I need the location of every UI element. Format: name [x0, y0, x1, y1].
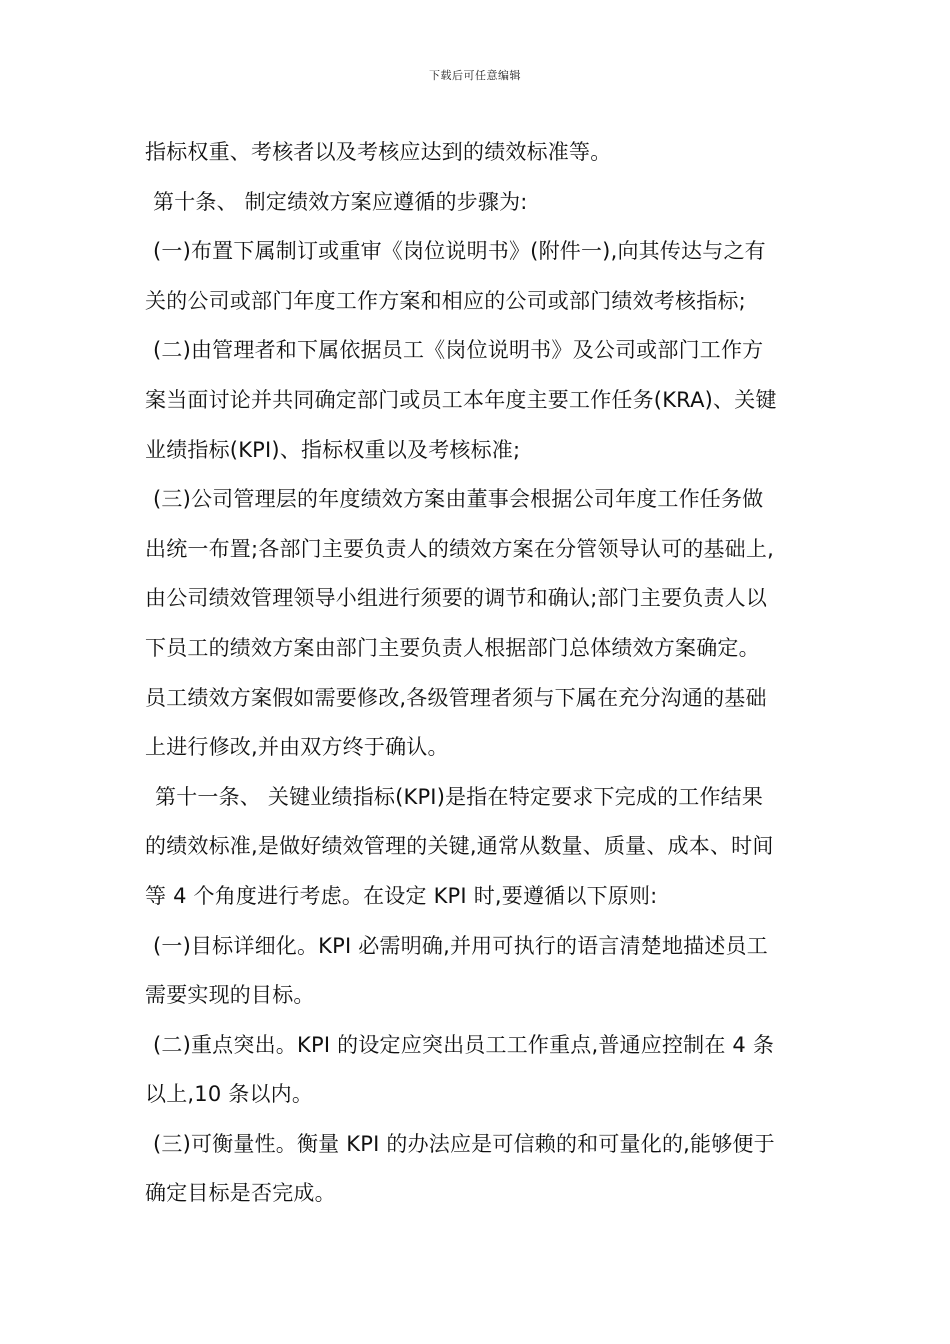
text-line: 由公司绩效管理领导小组进行须要的调节和确认;部门主要负责人以 [145, 586, 768, 611]
list-item: (一)目标详细化。KPI 必需明确,并用可执行的语言清楚地描述员工 [153, 933, 768, 958]
list-item: (三)公司管理层的年度绩效方案由董事会根据公司年度工作任务做 [153, 487, 764, 512]
list-item: (一)布置下属制订或重审《岗位说明书》(附件一),向其传达与之有 [153, 239, 766, 264]
text-line: 需要实现的目标。 [145, 983, 315, 1008]
text-line: 的绩效标准,是做好绩效管理的关键,通常从数量、质量、成本、时间 [145, 834, 774, 859]
text-line: 指标权重、考核者以及考核应达到的绩效标准等。 [145, 140, 612, 164]
article-10-heading: 第十条、 制定绩效方案应遵循的步骤为: [153, 189, 528, 214]
text-line: 以上,10 条以内。 [145, 1082, 314, 1107]
document-body [145, 128, 810, 1219]
article-11-heading: 第十一条、 关键业绩指标(KPI)是指在特定要求下完成的工作结果 [155, 784, 764, 809]
text-line: 等 4 个角度进行考虑。在设定 KPI 时,要遵循以下原则: [145, 883, 658, 908]
text-line: 关的公司或部门年度工作方案和相应的公司或部门绩效考核指标; [145, 288, 746, 313]
list-item: (三)可衡量性。衡量 KPI 的办法应是可信赖的和可量化的,能够便于 [153, 1131, 775, 1156]
list-item: (二)由管理者和下属依据员工《岗位说明书》及公司或部门工作方 [153, 338, 764, 363]
text-line: 下员工的绩效方案由部门主要负责人根据部门总体绩效方案确定。 [145, 635, 760, 660]
header-note: 下载后可任意编辑 [429, 69, 521, 82]
text-line: 员工绩效方案假如需要修改,各级管理者须与下属在充分沟通的基础 [145, 685, 767, 710]
text-line: 出统一布置;各部门主要负责人的绩效方案在分管领导认可的基础上, [145, 536, 774, 561]
text-line: 上进行修改,并由双方终于确认。 [145, 735, 449, 760]
text-line: 业绩指标(KPI)、指标权重以及考核标准; [145, 437, 521, 462]
list-item: (二)重点突出。KPI 的设定应突出员工工作重点,普通应控制在 4 条 [153, 1032, 775, 1057]
text-line: 确定目标是否完成。 [145, 1181, 336, 1206]
text-line: 案当面讨论并共同确定部门或员工本年度主要工作任务(KRA)、关键 [145, 387, 777, 412]
